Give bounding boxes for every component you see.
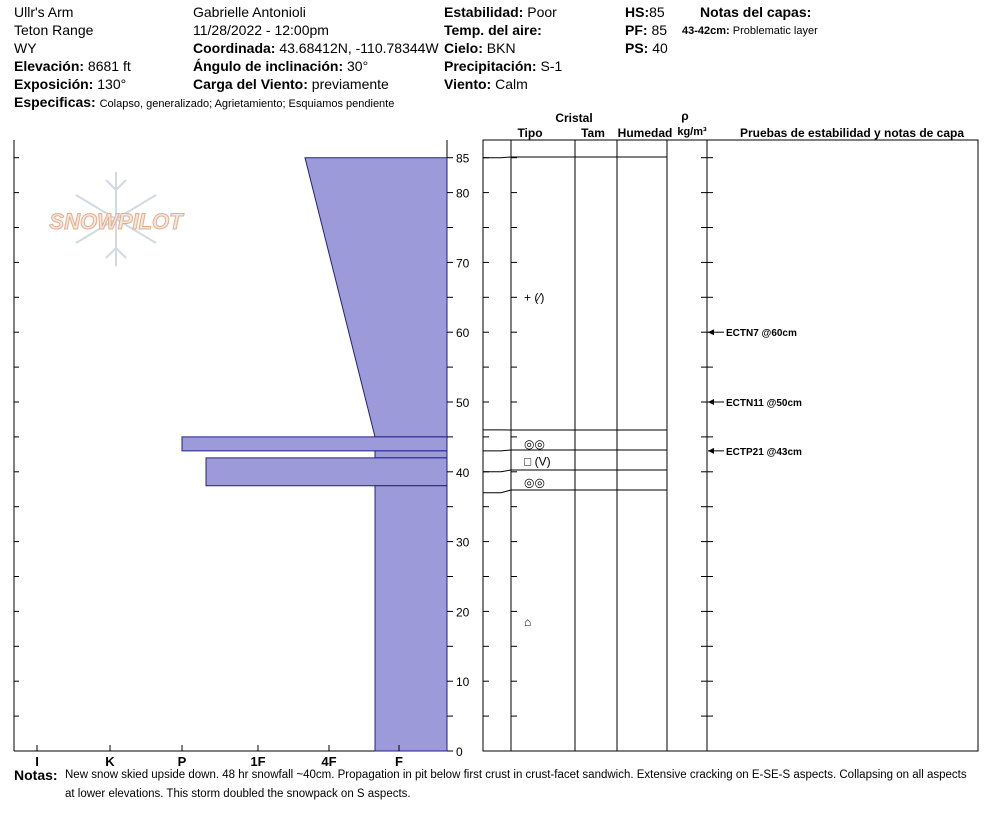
- hardness-layer-4: [375, 486, 447, 751]
- hardness-layer-3: [206, 458, 447, 486]
- table-frame: [483, 140, 978, 751]
- air-temperature: Temp. del aire:: [444, 22, 542, 38]
- aspect: Exposición: 130°: [14, 76, 127, 92]
- height-label: 85: [456, 151, 470, 166]
- test-arrow-head-1: [708, 399, 714, 405]
- snowpilot-logo: [49, 172, 184, 266]
- notes-text: New snow skied upside down. 48 hr snowfall ~40cm. Propagation in pit below first crust in crust-facet sandwich. Extensive cracking on E-SE-S aspects. Collapsing on all aspects at lower elevations. This storm doubled the snowpack on S aspects.: [65, 769, 967, 800]
- height-label: 0: [456, 745, 463, 759]
- hardness-label: I: [35, 754, 39, 769]
- hardness-layer-0: [305, 158, 447, 437]
- hardness-layer-1: [182, 437, 447, 451]
- hardness-label: F: [395, 754, 403, 769]
- test-arrow-head-2: [708, 448, 714, 454]
- layer-table: [517, 109, 964, 140]
- layer-note: 43-42cm: Problematic layer: [682, 25, 818, 37]
- hardness-label: 1F: [250, 754, 266, 769]
- hardness-label: 4F: [321, 754, 337, 769]
- stability: Estabilidad: Poor: [444, 4, 557, 20]
- density-header: kg/m³: [677, 126, 707, 138]
- logo-text: SNOWPILOT: [49, 209, 183, 234]
- location-name: Ullr's Arm: [14, 4, 74, 20]
- coordinates: Coordinada: 43.68412N, -110.78344W: [193, 40, 439, 56]
- rho-header: ρ: [681, 109, 689, 123]
- hardness-label: K: [105, 754, 115, 769]
- hardness-label: P: [177, 754, 187, 769]
- datetime: 11/28/2022 - 12:00pm: [193, 22, 329, 38]
- grain-symbol-2: □ (V): [524, 454, 551, 469]
- hs: HS:85: [625, 4, 665, 20]
- height-label: 50: [456, 396, 470, 410]
- height-axis: [447, 152, 470, 759]
- sky: Cielo: BKN: [444, 40, 516, 56]
- mountain-range: Teton Range: [14, 22, 94, 38]
- test-arrow-head-0: [708, 329, 714, 335]
- observer: Gabrielle Antonioli: [193, 4, 306, 20]
- stability-test-2: ECTP21 @43cm: [726, 446, 802, 458]
- crystal-header: Cristal: [555, 111, 593, 125]
- height-label: 20: [456, 605, 470, 620]
- tests-header: Pruebas de estabilidad y notas de capa: [739, 126, 965, 140]
- state: WY: [14, 40, 37, 56]
- height-label: 80: [456, 186, 470, 201]
- stability-test-0: ECTN7 @60cm: [726, 328, 797, 340]
- size-header: Tam: [581, 126, 605, 140]
- height-label: 30: [456, 535, 470, 550]
- incline: Ángulo de inclinación: 30°: [193, 58, 369, 74]
- specifics: Especificas: Colapso, generalizado; Agrietamiento; Esquiamos pendiente: [14, 94, 395, 110]
- grain-symbol-3: ◎◎: [524, 475, 545, 490]
- grain-symbol-4: ⌂: [524, 614, 532, 629]
- hardness-layer-2: [375, 451, 447, 458]
- pf: PF: 85: [625, 22, 668, 38]
- stability-test-1: ECTN11 @50cm: [726, 398, 802, 409]
- height-label: 40: [456, 465, 470, 480]
- moisture-header: Humedad: [617, 126, 673, 140]
- layer-notes-title: Notas del capas:: [700, 4, 812, 20]
- height-label: 10: [456, 675, 470, 690]
- wind: Viento: Calm: [444, 76, 528, 92]
- height-label: 60: [456, 326, 470, 341]
- elevation: Elevación: 8681 ft: [14, 58, 131, 74]
- type-header: Tipo: [517, 126, 543, 140]
- ps: PS: 40: [625, 40, 668, 56]
- grain-symbol-0: + (⁄): [524, 290, 545, 305]
- precipitation: Precipitación: S-1: [444, 58, 563, 74]
- height-label: 70: [456, 256, 470, 271]
- notes: Notas: New snow skied upside down. 48 hr snowfall ~40cm. Propagation in pit below first crust in crust-facet sandwich. Extensive cracking on E-SE-S aspects. Collapsing on all aspects at lower elevations. This storm doubled the snowpack on S aspects.: [14, 766, 979, 787]
- layer-table-body: [483, 140, 978, 751]
- wind-loading: Carga del Viento: previamente: [193, 76, 389, 92]
- grain-symbol-1: ◎◎: [524, 436, 545, 451]
